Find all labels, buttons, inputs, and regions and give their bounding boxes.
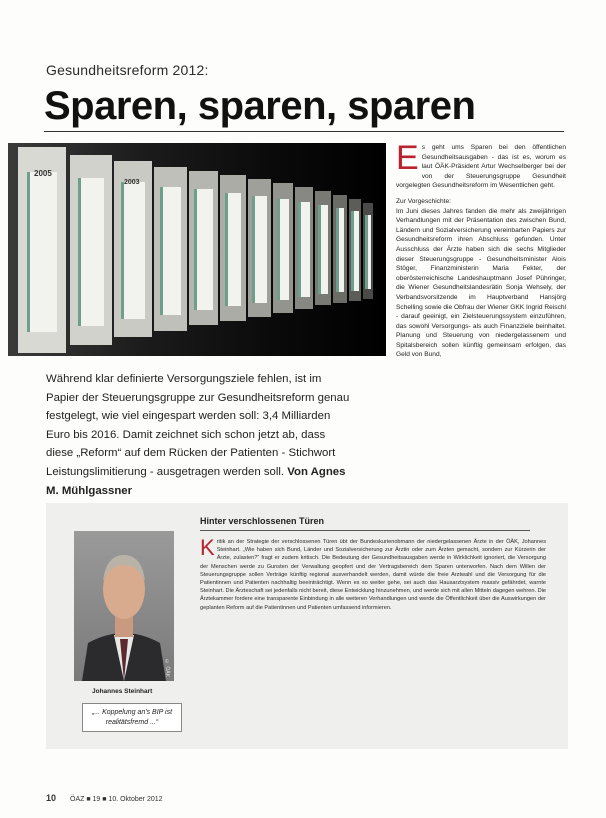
article-body-column xyxy=(396,139,566,360)
binder xyxy=(273,183,293,313)
portrait-figure xyxy=(74,531,174,681)
photo-credit: © ÖÄK xyxy=(164,659,170,677)
byline: Von Agnes M. Mühlgassner xyxy=(46,465,346,497)
binder xyxy=(363,203,373,299)
sidebar-title: Hinter verschlossenen Türen xyxy=(200,516,325,526)
binder xyxy=(114,161,152,337)
binder-label-year: 2003 xyxy=(124,179,140,186)
article-intro xyxy=(396,139,566,191)
binder xyxy=(333,195,347,303)
sidebar-body-text: ritik an der Strategie der verschlossenen Türen übt der Bundeskurienobmann der niedergelassenen Ärzte in der ÖÄK, Johannes Steinhart. „Wie haben sich Bund, Länder und Sozialversicherung zur Ärztin oder zum Ärzten gemacht, sondern zur Kürzerin der Ärzte, zulasten?“ fragt er zudem kritisch. Die Bedeutung der Gesundheitsausgaben werde in Wirklichkeit ignoriert, die Versorgung der Menschen werde zu Gunsten der Verwaltung geopfert und der Vertragsbereich dem Sparen unterworfen. Nach dem Willen der Steuerungsgruppe sollen Verträge künftig regional ausverhandelt werden, damit würde die freie Arztwahl und die Versorgung für die Patientinnen und Patienten nachhaltig beeinträchtigt. Wenn es so weiter gehe, sei auch das Hausarztsystem massiv gefährdet, warnte Steinhart. Die Ärzteschaft sei jedenfalls nicht bereit, diese Entwicklung hinzunehmen, und werde sich mit allen Mitteln dagegen wehren. Die Ärztekammer fordere eine transparente Einbindung in alle weiteren Verhandlungen und werde die Öffentlichkeit über die Auswirkungen der geplanten Reform auf die Patientinnen und Patienten umfassend informieren. xyxy=(200,539,546,611)
portrait-photo xyxy=(74,531,174,681)
binders-photo xyxy=(8,143,386,356)
binder xyxy=(315,191,331,305)
intro-text: s geht ums Sparen bei den öffentlichen Gesundheitsausgaben - das ist es, worum es laut ÖÄK-Präsident Artur Wechselberger bei der von der Steuerungsgruppe Gesundheit vorgelegten Gesundheitsreform im Wesentlichen geht. xyxy=(396,144,566,190)
article-lead xyxy=(46,370,352,500)
binder xyxy=(189,171,218,325)
article-kicker: Gesundheitsreform 2012: xyxy=(46,62,209,78)
binder xyxy=(248,179,271,317)
binder xyxy=(295,187,313,309)
binder xyxy=(18,147,66,353)
sidebar-dropcap: K xyxy=(200,535,215,560)
page-number: 10 xyxy=(46,793,57,803)
portrait-caption-quote: „... Koppelung an's BIP ist realitätsfremd ...“ xyxy=(82,703,182,732)
issue-info: ÖAZ ■ 19 ■ 10. Oktober 2012 xyxy=(70,796,163,803)
headline-rule xyxy=(44,131,564,132)
dropcap: E xyxy=(396,139,419,177)
binder xyxy=(220,175,246,321)
binder xyxy=(349,199,361,301)
binder-label-year: 2005 xyxy=(34,169,52,178)
sidebar-title-rule xyxy=(200,530,530,531)
article-headline: Sparen, sparen, sparen xyxy=(44,84,476,128)
article-subhead: Zur Vorgeschichte: xyxy=(396,197,451,205)
sidebar-body xyxy=(200,535,546,612)
binder xyxy=(154,167,187,331)
lead-text: Während klar definierte Versorgungsziele fehlen, ist im Papier der Steuerungsgruppe zur Gesundheitsreform genau festgelegt, wie viel eingespart werden soll: 3,4 Milliarden Euro bis 2016. Damit zeichnet sich schon jetzt ab, dass diese „Reform“ auf dem Rücken der Patienten - Stichwort Leistungslimitierung - ausgetragen werden soll. xyxy=(46,373,350,478)
article-body-text: Im Juni dieses Jahres fanden die mehr als zweijährigen Verhandlungen mit der Präsentation des zwischen Bund, Ländern und Sozialversicherung vereinbarten Papiers zur Gesundheitsreform ihren Abschluss gefunden. Unter Ausschluss der Ärzte haben sich die sechs Mitglieder dieser Steuerungsgruppe - Gesundheitsminister Alois Stöger, Finanzministerin Maria Fekter, der oberösterreichische Landeshauptmann Josef Pühringer, die Wiener Gesundheitslandesrätin Sonja Wehsely, der Verbandsvorsitzende im Hauptverband Hansjörg Schelling sowie die Obfrau der Wiener GKK Ingrid Reischl - darauf geeinigt, ein Zielsteuerungssystem einzuführen, das sowohl Versorgungs- als auch Finanzziele beinhaltet. Planung und Steuerung von niedergelassenem und Spitalsbereich sollen künftig gemeinsam erfolgen, das Geld von Bund, xyxy=(396,207,566,359)
binder xyxy=(70,155,112,345)
portrait-caption-name: Johannes Steinhart xyxy=(92,688,153,695)
page-footer xyxy=(46,793,163,803)
